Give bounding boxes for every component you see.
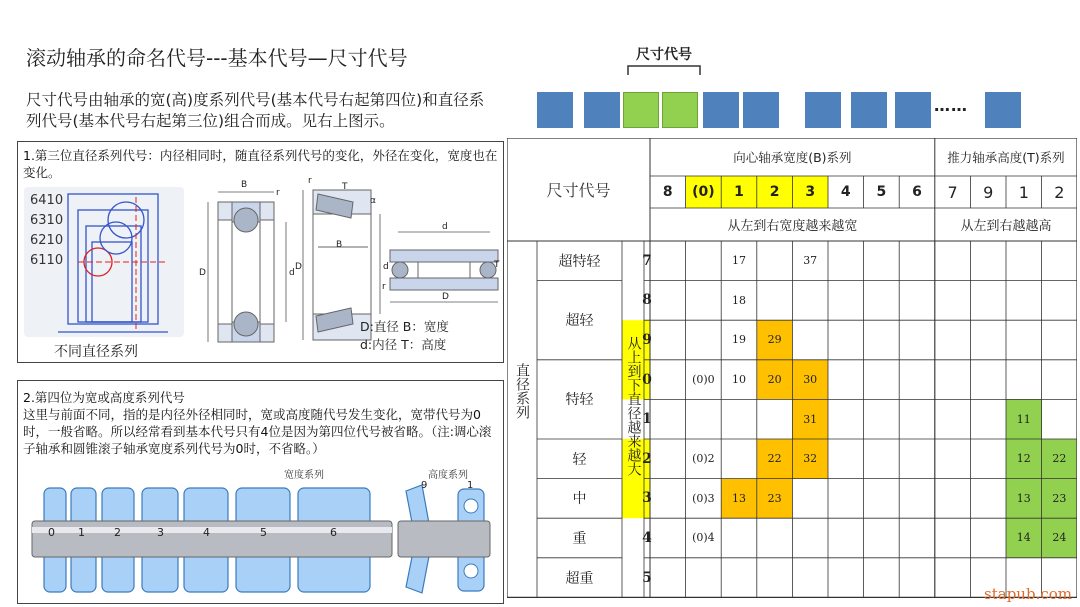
dim-label-d3: d	[442, 222, 448, 232]
dim-label-d1: d	[289, 268, 295, 278]
table-cell-1-2: 18	[731, 293, 746, 307]
dim-label-B: B	[241, 180, 248, 190]
diameter-code-2-0: 0	[642, 371, 652, 388]
dim-label-D3: D	[442, 292, 449, 302]
height-series-label: 高度系列	[428, 470, 468, 481]
shaft-2	[398, 521, 490, 557]
code-square-dots: ……	[934, 96, 968, 115]
table-cell-5-10: 12	[1016, 452, 1031, 466]
thrust-code-0: 7	[947, 182, 958, 202]
diameter-title: 直径系列	[514, 363, 530, 419]
group-name-0: 超特轻	[558, 253, 601, 270]
width-series-body: 这里与前面不同，指的是内径外径相同时，宽或高度随代号发生变化，宽带代号为0时，一般省略。所以经常看到基本代号只有4位是因为第四位代号被省略。（注:调心滚子轴承和圆锥滚子轴承宽度系列代号为0时，不省略。）	[23, 407, 492, 456]
table-cell-6-2: 13	[731, 491, 746, 505]
radial-code-2: 1	[734, 184, 744, 200]
table-cell-5-1: (0)2	[692, 452, 715, 466]
diameter-code-4-0: 3	[642, 490, 652, 507]
page-title: 滚动轴承的命名代号---基本代号—尺寸代号	[26, 46, 408, 70]
thrust-note: 从左到右越越高	[960, 219, 1052, 234]
table-cell-6-11: 23	[1052, 491, 1067, 505]
dim-label-B2: B	[336, 240, 343, 250]
group-name-6: 超重	[565, 570, 594, 587]
group-name-5: 重	[572, 530, 587, 547]
width-num-5: 5	[260, 526, 267, 539]
radial-code-5: 4	[840, 184, 851, 200]
diameter-code-0-0: 7	[642, 252, 652, 269]
table-cell-0-2: 17	[731, 254, 746, 268]
radial-title: 向心轴承宽度(B)系列	[733, 150, 852, 165]
height-num-9: 9	[421, 480, 428, 491]
thrust-code-1: 9	[983, 182, 994, 202]
thrust-code-3: 2	[1054, 182, 1065, 202]
legend-line-1: D:直径 B：宽度	[360, 319, 449, 334]
width-num-6: 6	[330, 526, 337, 539]
series-label-6410: 6410	[30, 193, 64, 208]
code-square-8	[851, 92, 887, 128]
intro-text: 尺寸代号由轴承的宽(高)度系列代号(基本代号右起第四位)和直径系列代号(基本代号右起第三位)组合而成。见右上图示。	[26, 91, 485, 130]
code-square-10	[985, 92, 1021, 128]
table-cell-5-11: 22	[1052, 452, 1067, 466]
dim-label-D2: D	[295, 262, 302, 272]
table-cell-3-1: (0)0	[692, 373, 715, 387]
group-name-2: 特轻	[565, 392, 594, 409]
code-square-2	[584, 92, 620, 128]
dim-label-r3: r	[382, 282, 386, 292]
radial-code-7: 6	[912, 184, 922, 200]
diameter-code-2-1: 1	[642, 411, 652, 428]
code-square-1	[537, 92, 573, 128]
width-num-2: 2	[114, 526, 121, 539]
radial-code-0: 8	[662, 184, 673, 200]
table-cell-4-10: 11	[1016, 412, 1031, 426]
dim-label-d2: d	[383, 262, 389, 272]
radial-note: 从左到右宽度越来越宽	[727, 219, 858, 234]
diameter-code-1-0: 8	[642, 292, 652, 309]
table-cell-6-10: 13	[1016, 491, 1031, 505]
width-series-title: 2.第四位为宽或高度系列代号	[23, 390, 185, 405]
radial-code-6: 5	[876, 184, 887, 200]
series-caption: 不同直径系列	[54, 344, 138, 360]
series-label-6210: 6210	[30, 233, 64, 248]
series-label-6110: 6110	[30, 253, 64, 268]
diameter-code-1-1: 9	[642, 331, 652, 348]
group-name-1: 超轻	[565, 313, 594, 330]
diameter-series-box	[17, 141, 504, 363]
diameter-code-6-0: 5	[642, 569, 652, 586]
size-code-table	[507, 138, 1077, 598]
radial-code-1: (0)	[692, 184, 715, 200]
code-square-9	[895, 92, 931, 128]
code-square-6	[743, 92, 779, 128]
table-cell-2-2: 19	[731, 333, 746, 347]
table-cell-6-1: (0)3	[692, 491, 715, 505]
radial-code-4: 3	[805, 184, 816, 200]
table-cell-3-2: 10	[731, 373, 746, 387]
group-name-3: 轻	[572, 451, 587, 468]
dim-label-D1: D	[199, 268, 206, 278]
width-series-drawing	[18, 381, 503, 603]
table-cell-7-10: 14	[1016, 531, 1031, 545]
thrust-title: 推力轴承高度(T)系列	[947, 150, 1065, 165]
width-series-label: 宽度系列	[284, 470, 324, 481]
height-num-1: 1	[467, 480, 474, 491]
width-series-box	[17, 380, 504, 604]
table-cell-4-4: 31	[803, 412, 818, 426]
thrust-code-2: 1	[1018, 182, 1029, 202]
table-cell-3-3: 20	[767, 373, 782, 387]
diameter-code-5-0: 4	[642, 529, 652, 546]
radial-code-3: 2	[769, 184, 780, 200]
thrust-bearing	[390, 250, 498, 290]
series-label-6310: 6310	[30, 213, 64, 228]
code-square-7	[805, 92, 841, 128]
vertical-note: 从上到下直径越来越大	[625, 336, 642, 476]
dim-label-r2: r	[308, 176, 312, 186]
dim-label-T2: T	[494, 260, 500, 270]
diameter-series-text: 1.第三位直径系列代号：内径相同时，随直径系列代号的变化，外径在变化，宽度也在变化。	[23, 148, 498, 180]
code-square-3	[623, 92, 659, 128]
table-cell-2-3: 29	[767, 333, 782, 347]
dim-label-T1: T	[342, 182, 348, 192]
dim-label-r1: r	[276, 188, 280, 198]
code-square-4	[662, 92, 698, 128]
code-square-5	[703, 92, 739, 128]
deep-groove-bearing	[218, 202, 274, 342]
group-name-4: 中	[572, 491, 587, 508]
table-cell-6-3: 23	[767, 491, 782, 505]
table-cell-7-11: 24	[1052, 531, 1067, 545]
watermark: stapub.com	[984, 585, 1072, 603]
size-code-label: 尺寸代号	[636, 47, 692, 63]
width-num-4: 4	[203, 526, 210, 539]
legend-line-2: d:内径 T：高度	[360, 337, 447, 352]
table-header-label: 尺寸代号	[546, 181, 611, 200]
table-cell-5-4: 32	[803, 452, 818, 466]
table-cell-3-4: 30	[803, 373, 818, 387]
width-num-3: 3	[157, 526, 164, 539]
table-cell-0-4: 37	[803, 254, 818, 268]
diameter-code-3-0: 2	[642, 450, 652, 467]
dim-label-alpha: α	[370, 196, 376, 206]
table-cell-5-3: 22	[767, 452, 782, 466]
width-num-1: 1	[78, 526, 85, 539]
width-num-0: 0	[48, 526, 55, 539]
table-cell-7-1: (0)4	[692, 531, 715, 545]
shaft	[32, 521, 392, 557]
